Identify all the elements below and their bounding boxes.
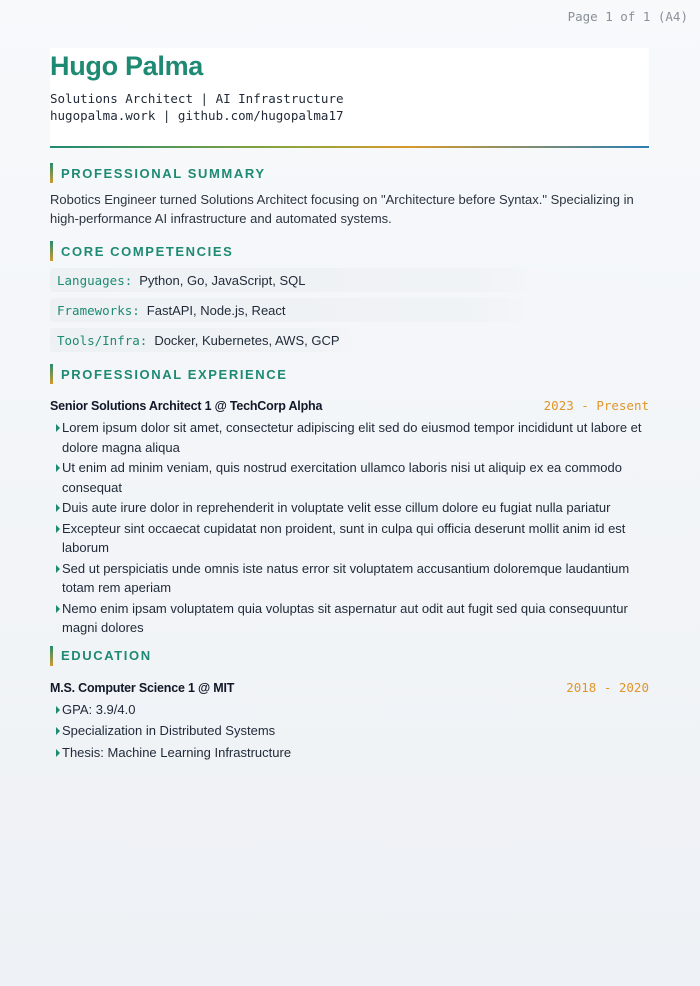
job-title: Senior Solutions Architect 1 @ TechCorp Alpha	[50, 399, 323, 413]
bullet-arrow-icon	[56, 525, 60, 533]
competency-label: Languages:	[57, 272, 133, 288]
bullet-arrow-icon	[56, 605, 60, 613]
candidate-links: hugopalma.work | github.com/hugopalma17	[50, 108, 344, 123]
competency-value: Python, Go, JavaScript, SQL	[139, 272, 306, 288]
page-indicator: Page 1 of 1 (A4)	[567, 9, 688, 24]
competency-row-frameworks	[50, 298, 537, 322]
experience-section	[50, 364, 649, 638]
competency-value: Docker, Kubernetes, AWS, GCP	[154, 332, 340, 348]
competency-row-tools	[50, 328, 357, 352]
degree-title: M.S. Computer Science 1 @ MIT	[50, 680, 235, 695]
bullet-arrow-icon	[56, 706, 60, 714]
bullet-arrow-icon	[56, 424, 60, 432]
bullet-text: Ut enim ad minim veniam, quis nostrud exercitation ullamco laboris nisi ut aliquip ex ea commodo consequat	[62, 460, 622, 495]
job-dates: 2023 - Present	[543, 398, 649, 413]
bullet-arrow-icon	[56, 565, 60, 573]
bullet-text: Nemo enim ipsam voluptatem quia voluptas sit aspernatur aut odit aut fugit sed quia consequuntur magni dolores	[62, 600, 628, 635]
bullet-text: GPA: 3.9/4.0	[62, 701, 136, 717]
list-item	[50, 418, 649, 457]
competency-label: Frameworks:	[57, 302, 140, 318]
list-item	[50, 743, 649, 763]
bullet-text: Duis aute irure dolor in reprehenderit in voluptate velit esse cillum dolore eu fugiat nulla pariatur	[62, 500, 611, 515]
section-title-education: EDUCATION	[50, 646, 649, 666]
bullet-text: Lorem ipsum dolor sit amet, consectetur adipiscing elit sed do eiusmod tempor incididunt ut labore et dolore magna aliqua	[62, 420, 642, 455]
list-item	[50, 498, 649, 518]
section-title-summary: PROFESSIONAL SUMMARY	[50, 163, 649, 183]
list-item	[50, 458, 649, 497]
education-section	[50, 646, 649, 763]
section-title-experience: PROFESSIONAL EXPERIENCE	[50, 364, 649, 384]
list-item	[50, 599, 649, 638]
degree-bullets	[50, 700, 649, 763]
bullet-text: Thesis: Machine Learning Infrastructure	[62, 744, 292, 760]
summary-section	[50, 163, 649, 228]
job-header	[50, 398, 649, 413]
bullet-arrow-icon	[56, 464, 60, 472]
list-item	[50, 721, 649, 741]
candidate-role: Solutions Architect | AI Infrastructure	[50, 91, 344, 106]
bullet-text: Sed ut perspiciatis unde omnis iste natus error sit voluptatem accusantium doloremque laudantium totam rem aperiam	[62, 560, 630, 595]
list-item	[50, 519, 649, 558]
competency-row-languages	[50, 268, 547, 292]
bullet-text: Excepteur sint occaecat cupidatat non proident, sunt in culpa qui officia deserunt mollit anim id est laborum	[62, 520, 626, 555]
bullet-arrow-icon	[56, 749, 60, 757]
job-bullets	[50, 418, 649, 638]
candidate-name: Hugo Palma	[50, 51, 204, 81]
degree-dates: 2018 - 2020	[566, 679, 649, 695]
bullet-arrow-icon	[56, 504, 60, 512]
list-item	[50, 559, 649, 598]
degree-header	[50, 680, 649, 695]
competencies-section	[50, 241, 649, 352]
bullet-arrow-icon	[56, 727, 60, 735]
list-item	[50, 700, 649, 720]
summary-text: Robotics Engineer turned Solutions Architect focusing on "Architecture before Syntax." Specializing in high-performance AI infrastructure and automated systems.	[50, 192, 634, 226]
competency-value: FastAPI, Node.js, React	[146, 302, 286, 318]
bullet-text: Specialization in Distributed Systems	[62, 723, 276, 738]
competency-label: Tools/Infra:	[57, 332, 148, 348]
section-title-competencies: CORE COMPETENCIES	[50, 241, 649, 261]
resume-header	[50, 48, 649, 146]
resume-page	[50, 48, 649, 764]
